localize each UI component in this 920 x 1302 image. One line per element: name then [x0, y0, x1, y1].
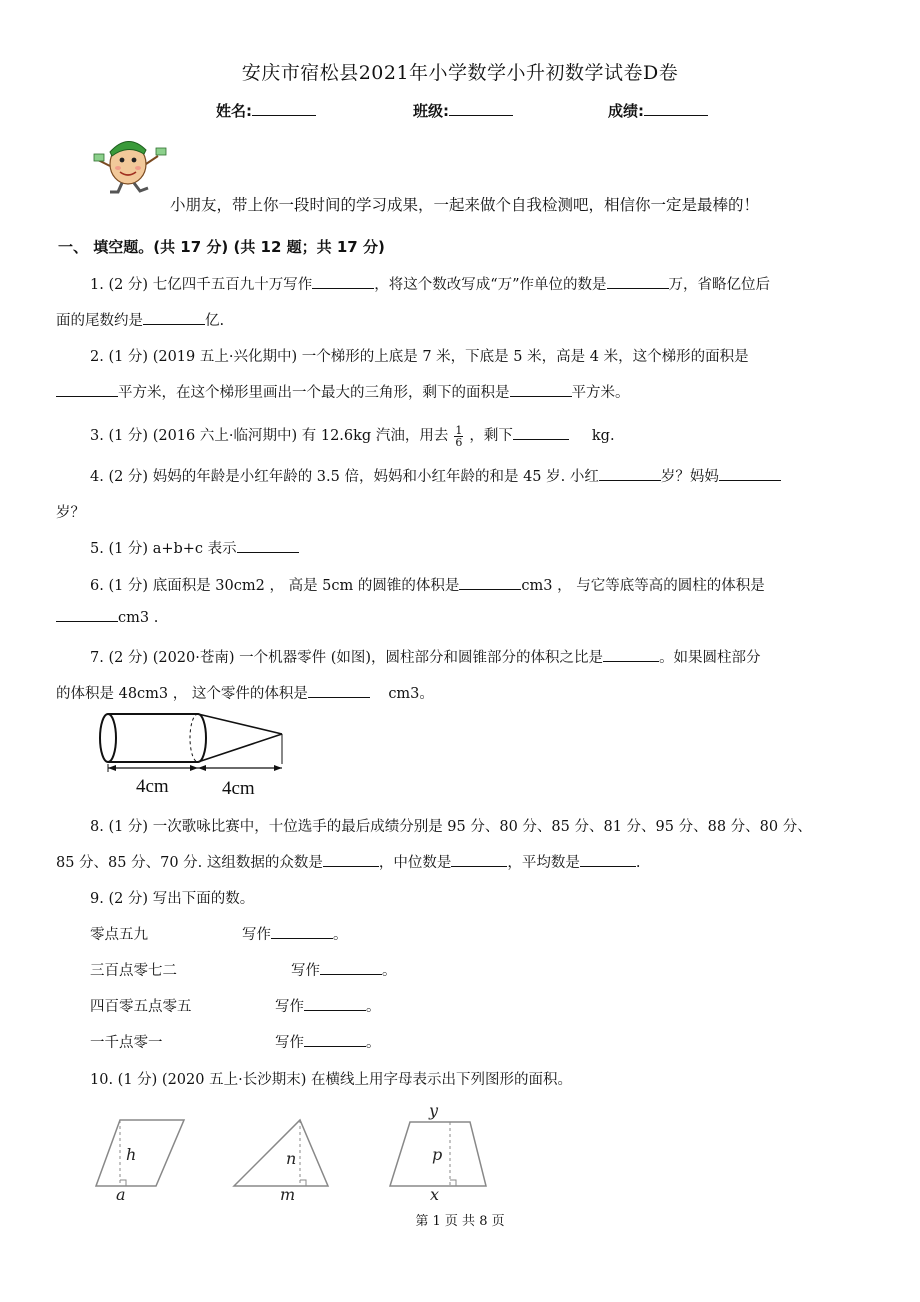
label-a: a	[116, 1185, 126, 1204]
question-10: 10. (1 分) (2020 五上·长沙期末) 在横线上用字母表示出下列图形的面积。	[90, 1072, 572, 1088]
question-2-line-2: 平方米，在这个梯形里画出一个最大的三角形，剩下的面积是 平方米。	[56, 381, 630, 402]
q4-blank-1[interactable]	[599, 480, 661, 481]
q7-blank-2[interactable]	[308, 697, 370, 698]
score-label: 成绩:	[608, 102, 644, 120]
class-blank[interactable]	[449, 115, 513, 116]
mascot-image	[92, 130, 172, 196]
trapezoid-figure	[390, 1101, 486, 1204]
question-7-line-2: 的体积是 48cm3 ， 这个零件的体积是 cm3。	[56, 686, 434, 702]
question-4-line-2: 岁？	[56, 505, 85, 521]
name-label: 姓名:	[216, 102, 252, 120]
area-figures	[94, 1100, 514, 1204]
q9-item-1-answer: 写作 。	[242, 927, 348, 943]
q9-item-1: 零点五九	[90, 927, 148, 943]
question-6-line-2: cm3 .	[56, 610, 158, 626]
q9-item-4: 一千点零一	[90, 1035, 163, 1051]
label-m: m	[280, 1185, 296, 1204]
q4-blank-2[interactable]	[719, 480, 781, 481]
question-9: 9. (2 分) 写出下面的数。	[90, 891, 255, 907]
q3-blank[interactable]	[513, 439, 569, 440]
question-8-line-1: 8. (1 分) 一次歌咏比赛中，十位选手的最后成绩分别是 95 分、80 分、85 分、81 分、95 分、88 分、80 分、	[90, 819, 812, 835]
question-1-line-1: 1. (2 分) 七亿四千五百九十万写作 ，将这个数改写成“万”作单位的数是 万，省略亿位后	[90, 277, 771, 293]
label-x: x	[430, 1185, 440, 1204]
machine-part-figure	[96, 708, 296, 800]
q9-item-2: 三百点零七二	[90, 963, 177, 979]
q5-blank[interactable]	[237, 552, 299, 553]
section-heading: 一、 填空题。(共 17 分) (共 12 题；共 17 分)	[58, 238, 385, 256]
question-6-line-1: 6. (1 分) 底面积是 30cm2 ， 高是 5cm 的圆锥的体积是 cm3 ， 与它等底等高的圆柱的体积是	[90, 578, 765, 594]
triangle-figure	[234, 1120, 328, 1204]
q8-blank-1[interactable]	[323, 866, 379, 867]
question-2-line-1: 2. (1 分) (2019 五上·兴化期中) 一个梯形的上底是 7 米，下底是 5 米，高是 4 米，这个梯形的面积是	[90, 349, 749, 365]
q1-blank-1[interactable]	[312, 288, 374, 289]
q9-item-4-answer: 写作 。	[275, 1035, 381, 1051]
q2-blank-2[interactable]	[510, 396, 572, 397]
q9-item-3-answer: 写作 。	[275, 999, 381, 1015]
question-5: 5. (1 分) a+b+c 表示	[90, 537, 299, 558]
q9-item-2-answer: 写作 。	[291, 963, 397, 979]
parallelogram-figure	[96, 1120, 184, 1204]
q1-blank-3[interactable]	[143, 324, 205, 325]
q9-blank-3[interactable]	[304, 1010, 366, 1011]
class-label: 班级:	[413, 102, 449, 120]
q1-blank-2[interactable]	[607, 288, 669, 289]
score-blank[interactable]	[644, 115, 708, 116]
question-1-line-2: 面的尾数约是 亿.	[56, 313, 225, 329]
figure-label-cylinder: 4cm	[136, 776, 169, 797]
q8-blank-3[interactable]	[580, 866, 636, 867]
q6-blank-2[interactable]	[56, 621, 118, 622]
name-field	[216, 100, 316, 121]
figure-label-cone: 4cm	[222, 778, 255, 799]
q9-blank-4[interactable]	[304, 1046, 366, 1047]
q8-blank-2[interactable]	[451, 866, 507, 867]
score-field	[608, 100, 708, 121]
question-7-line-1: 7. (2 分) (2020·苍南) 一个机器零件 (如图)，圆柱部分和圆锥部分的体积之比是 。如果圆柱部分	[90, 650, 761, 666]
question-4-line-1: 4. (2 分) 妈妈的年龄是小红年龄的 3.5 倍，妈妈和小红年龄的和是 45 岁. 小红 岁？妈妈	[90, 465, 781, 486]
page-footer: 第 1 页 共 8 页	[415, 1214, 505, 1229]
question-3: 3. (1 分) (2016 六上·临河期中) 有 12.6kg 汽油，用去 $\frac{1}{6}$ ，剩下 kg.	[90, 423, 615, 449]
label-n: n	[286, 1149, 297, 1168]
question-8-line-2: 85 分、85 分、70 分. 这组数据的众数是 ，中位数是 ，平均数是 .	[56, 855, 641, 871]
q9-item-3: 四百零五点零五	[90, 999, 192, 1015]
q7-blank-1[interactable]	[603, 661, 659, 662]
label-p: p	[432, 1145, 443, 1164]
q2-blank-1[interactable]	[56, 396, 118, 397]
fraction: $\frac{1}{6}$	[455, 423, 463, 449]
q9-blank-2[interactable]	[320, 974, 382, 975]
label-h: h	[126, 1145, 137, 1164]
greeting-text: 小朋友，带上你一段时间的学习成果，一起来做个自我检测吧，相信你一定是最棒的！	[170, 196, 760, 214]
class-field	[413, 100, 513, 121]
q9-blank-1[interactable]	[271, 938, 333, 939]
page-title: 安庆市宿松县2021年小学数学小升初数学试卷D卷	[241, 62, 679, 84]
label-y: y	[429, 1101, 439, 1120]
q6-blank-1[interactable]	[459, 589, 521, 590]
name-blank[interactable]	[252, 115, 316, 116]
